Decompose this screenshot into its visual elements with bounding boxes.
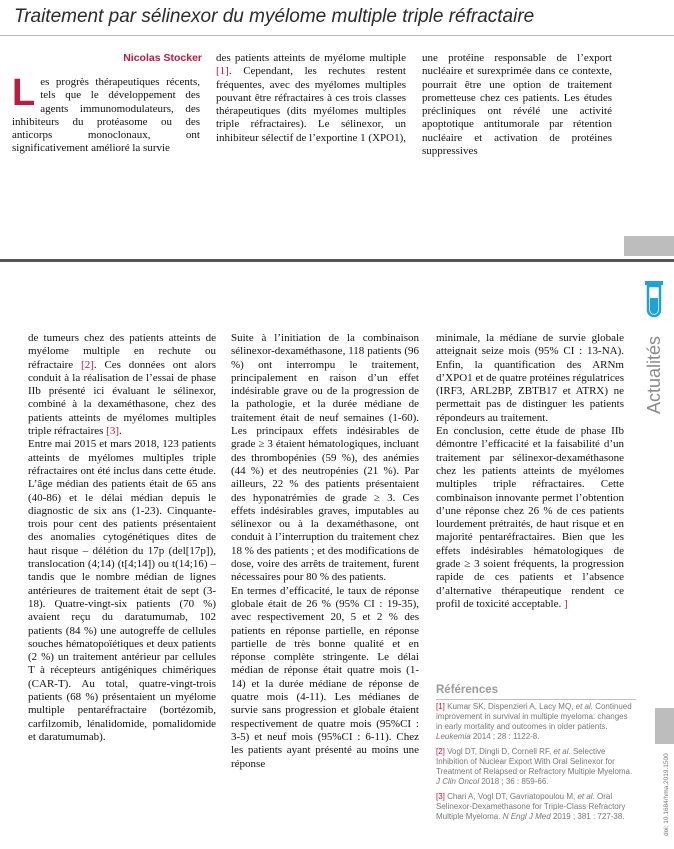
- reference-title: Oral Selinexor-Dexamethasone for Triple-Class Refractory Multiple Myeloma.: [436, 792, 626, 821]
- body-paragraph-3: Suite à l’initiation de la combinaison sélinexor-dexaméthasone, 118 patients (96 %) ont interrompu le traitement, principalement en raison d’un effet indésirable grave ou de la progression de la pathologie, et la durée médiane de traitement était de neuf semaines (1-60). Les principaux effets indésirables de grade ≥ 3 étaient hématologiques, incluant des thrombopénies (59 %), des anémies (44 %) et des neutropénies (21 %). Par ailleurs, 22 % des patients présentaient des hyponatrémies de grade ≥ 3. Ces effets indésirables graves, imputables au sélinexor ou à la dexaméthasone, ont conduit à l’interruption du traitement chez 18 % des patients ; et des modifications de dose, voire des arrêts de traitement, furent nécessaires pour 80 % des patients.: [231, 332, 419, 584]
- references-heading: Références: [436, 684, 499, 696]
- dropcap-letter: L: [12, 72, 36, 114]
- body-paragraph-2: Entre mai 2015 et mars 2018, 123 patients atteints de myélomes multiples triple réfractaires ont été inclus dans cette étude. L’âge médian des patients était de 65 ans (40-86) et le délai médian depuis le diagnostic de six ans (1-23). Cinquante-trois pour cent des patients présentaient des anomalies cytogénétiques dites de haut risque – délétion du 17p (del[17p]), translocation (4;14) (t[4;14]) ou t(14;16) – tandis que le nombre médian de lignes antérieures de traitement était de sept (3-18). Quatre-vingt-six patients (70 %) avaient reçu du daratumumab, 102 patients (84 %) une autogreffe de cellules souches hématopoïétiques et deux patients (2 %) un traitement antérieur par cellules T à récepteurs antigéniques chimériques (CAR-T). Au total, quatre-vingt-trois patients (68 %) présentaient un myélome multiple pentaréfractaire (bortézomib, carfilzomib, lénalidomide, pomalidomide et daratumumab).: [28, 438, 216, 743]
- reference-authors: Chari A, Vogl DT, Gavriatopoulou M,: [447, 792, 578, 801]
- intro-column-3: [422, 52, 612, 158]
- body-text: . Ces données ont alors conduit à la réalisation de l’essai de phase IIb présenté ici évaluant le sélinexor, combiné à la dexaméthasone, chez des patients atteints de myélomes multiples triple réfractaires: [28, 358, 216, 438]
- reference-journal: J Clin Oncol: [436, 777, 480, 786]
- author-name: Nicolas Stocker: [123, 52, 202, 64]
- section-label-text: Actualités: [644, 335, 664, 414]
- reference-authors: Kumar SK, Dispenzieri A, Lacy MQ,: [447, 702, 576, 711]
- reference-citation: 2014 ; 28 : 1122-8.: [470, 732, 540, 741]
- intro-text-2b: . Cependant, les rechutes restent fréquentes, avec des myélomes multiples pouvant être réfractaires à ces trois classes thérapeutiques (dits myélomes multiples triple réfractaires). Le sélinexor, un inhibiteur sélectif de l’exportine 1 (XPO1),: [216, 65, 407, 144]
- section-separator: [0, 259, 674, 262]
- reference-citation: 2018 ; 36 : 859-66.: [479, 777, 549, 786]
- end-of-article-mark: ]: [563, 597, 568, 610]
- body-text: de tumeurs chez des patients atteints de myélome multiple en rechute ou réfractaire: [28, 332, 216, 371]
- body-column-1: [28, 332, 216, 744]
- references-list: [436, 702, 636, 827]
- title-divider: [0, 35, 674, 36]
- reference-journal: N Engl J Med: [502, 812, 551, 821]
- reference-item: [436, 747, 636, 787]
- reference-number: [3]: [436, 792, 445, 801]
- intro-column-1: [12, 72, 200, 156]
- body-column-2: [231, 332, 419, 771]
- reference-title: Continued improvement in survival in multiple myeloma: changes in early mortality and outcomes in older patients.: [436, 702, 632, 731]
- section-label: [632, 328, 674, 418]
- reference-title: Selective Inhibition of Nuclear Export With Oral Selinexor for Treatment of Relapsed or Refractory Multiple Myeloma.: [436, 747, 633, 776]
- body-column-3: [436, 332, 624, 611]
- reference-authors: Vogl DT, Dingli D, Cornell RF,: [447, 747, 554, 756]
- reference-etal: et al.: [577, 792, 595, 801]
- article-title: Traitement par sélinexor du myélome multiple triple réfractaire: [14, 6, 535, 27]
- section-gap: [0, 232, 674, 260]
- reference-number: [2]: [436, 747, 445, 756]
- reference-item: [436, 702, 636, 742]
- test-tube-icon: [642, 280, 666, 320]
- intro-column-2: [216, 52, 406, 145]
- reference-etal: et al.: [575, 702, 593, 711]
- reference-number: [1]: [436, 702, 445, 711]
- intro-text-3: une protéine responsable de l’export nucléaire et surexprimée dans ce contexte, pourrait être une option de traitement prometteuse chez ces patients. Les études précliniques ont révélé une activité apoptotique antitumorale par rétention nucléaire et activation de protéines suppressives: [422, 52, 612, 158]
- doi-label: [632, 700, 674, 840]
- reference-etal: et al.: [553, 747, 571, 756]
- body-paragraph-5: minimale, la médiane de survie globale atteignait seize mois (95% CI : 13-NA). Enfin, la quantification des ARNm d’XPO1 et de quatre protéines régulatrices (IRF3, ARL2BP, ZBTB17 et ATRX) ne permettait pas de distinguer les patients répondeurs au traitement.: [436, 332, 624, 424]
- section-tab-marker: [624, 236, 674, 256]
- reference-link-2[interactable]: [2]: [81, 358, 94, 371]
- body-text: .: [119, 425, 122, 438]
- body-paragraph-1: [28, 332, 216, 438]
- references-divider: [436, 699, 636, 700]
- intro-text-1: es progrès thérapeutiques récents, tels que le développement des agents immunomodulateurs, des inhibiteurs du protéasome ou des anticorps monoclonaux, ont significativement amélioré la survie: [12, 76, 200, 155]
- body-text: En conclusion, cette étude de phase IIb démontre l’efficacité et la faisabilité d’un traitement par sélinexor-dexaméthasone chez les patients atteints de myélomes multiples triple réfractaires. Cette combinaison innovante permet l’obtention d’une réponse chez 26 % de ces patients lourdement prétraités, de haut risque et en majorité pentaréfractaires. Bien que les effets indésirables hématologiques de grade ≥ 3 soient fréquents, la progression rapide de ces patients et l’absence d’alternative thérapeutique rendent ce profil de toxicité acceptable.: [436, 425, 624, 610]
- reference-citation: 2019 ; 381 : 727-38.: [550, 812, 625, 821]
- reference-link-1[interactable]: [1]: [216, 65, 229, 78]
- reference-item: [436, 792, 636, 822]
- doi-text: doi: 10.1684/hma.2019.1500: [663, 753, 670, 836]
- body-paragraph-4: En termes d’efficacité, le taux de réponse globale était de 26 % (95% CI : 19-35), avec respectivement 20, 5 et 2 % des patients en réponse partielle, en réponse partielle de très bonne qualité et en réponse complète stringente. Le délai médian de réponse était quatre mois (1-14) et la durée médiane de réponse de quatre mois (4-11). Les médianes de survie sans progression et globale étaient respectivement de quatre mois (95%CI : 3-5) et neuf mois (95%CI : 6-11). Chez les patients ayant présenté au moins une réponse: [231, 584, 419, 770]
- intro-text-2a: des patients atteints de myélome multiple: [216, 52, 406, 64]
- body-paragraph-6: [436, 425, 624, 611]
- reference-link-3[interactable]: [3]: [106, 425, 119, 438]
- reference-journal: Leukemia: [436, 732, 471, 741]
